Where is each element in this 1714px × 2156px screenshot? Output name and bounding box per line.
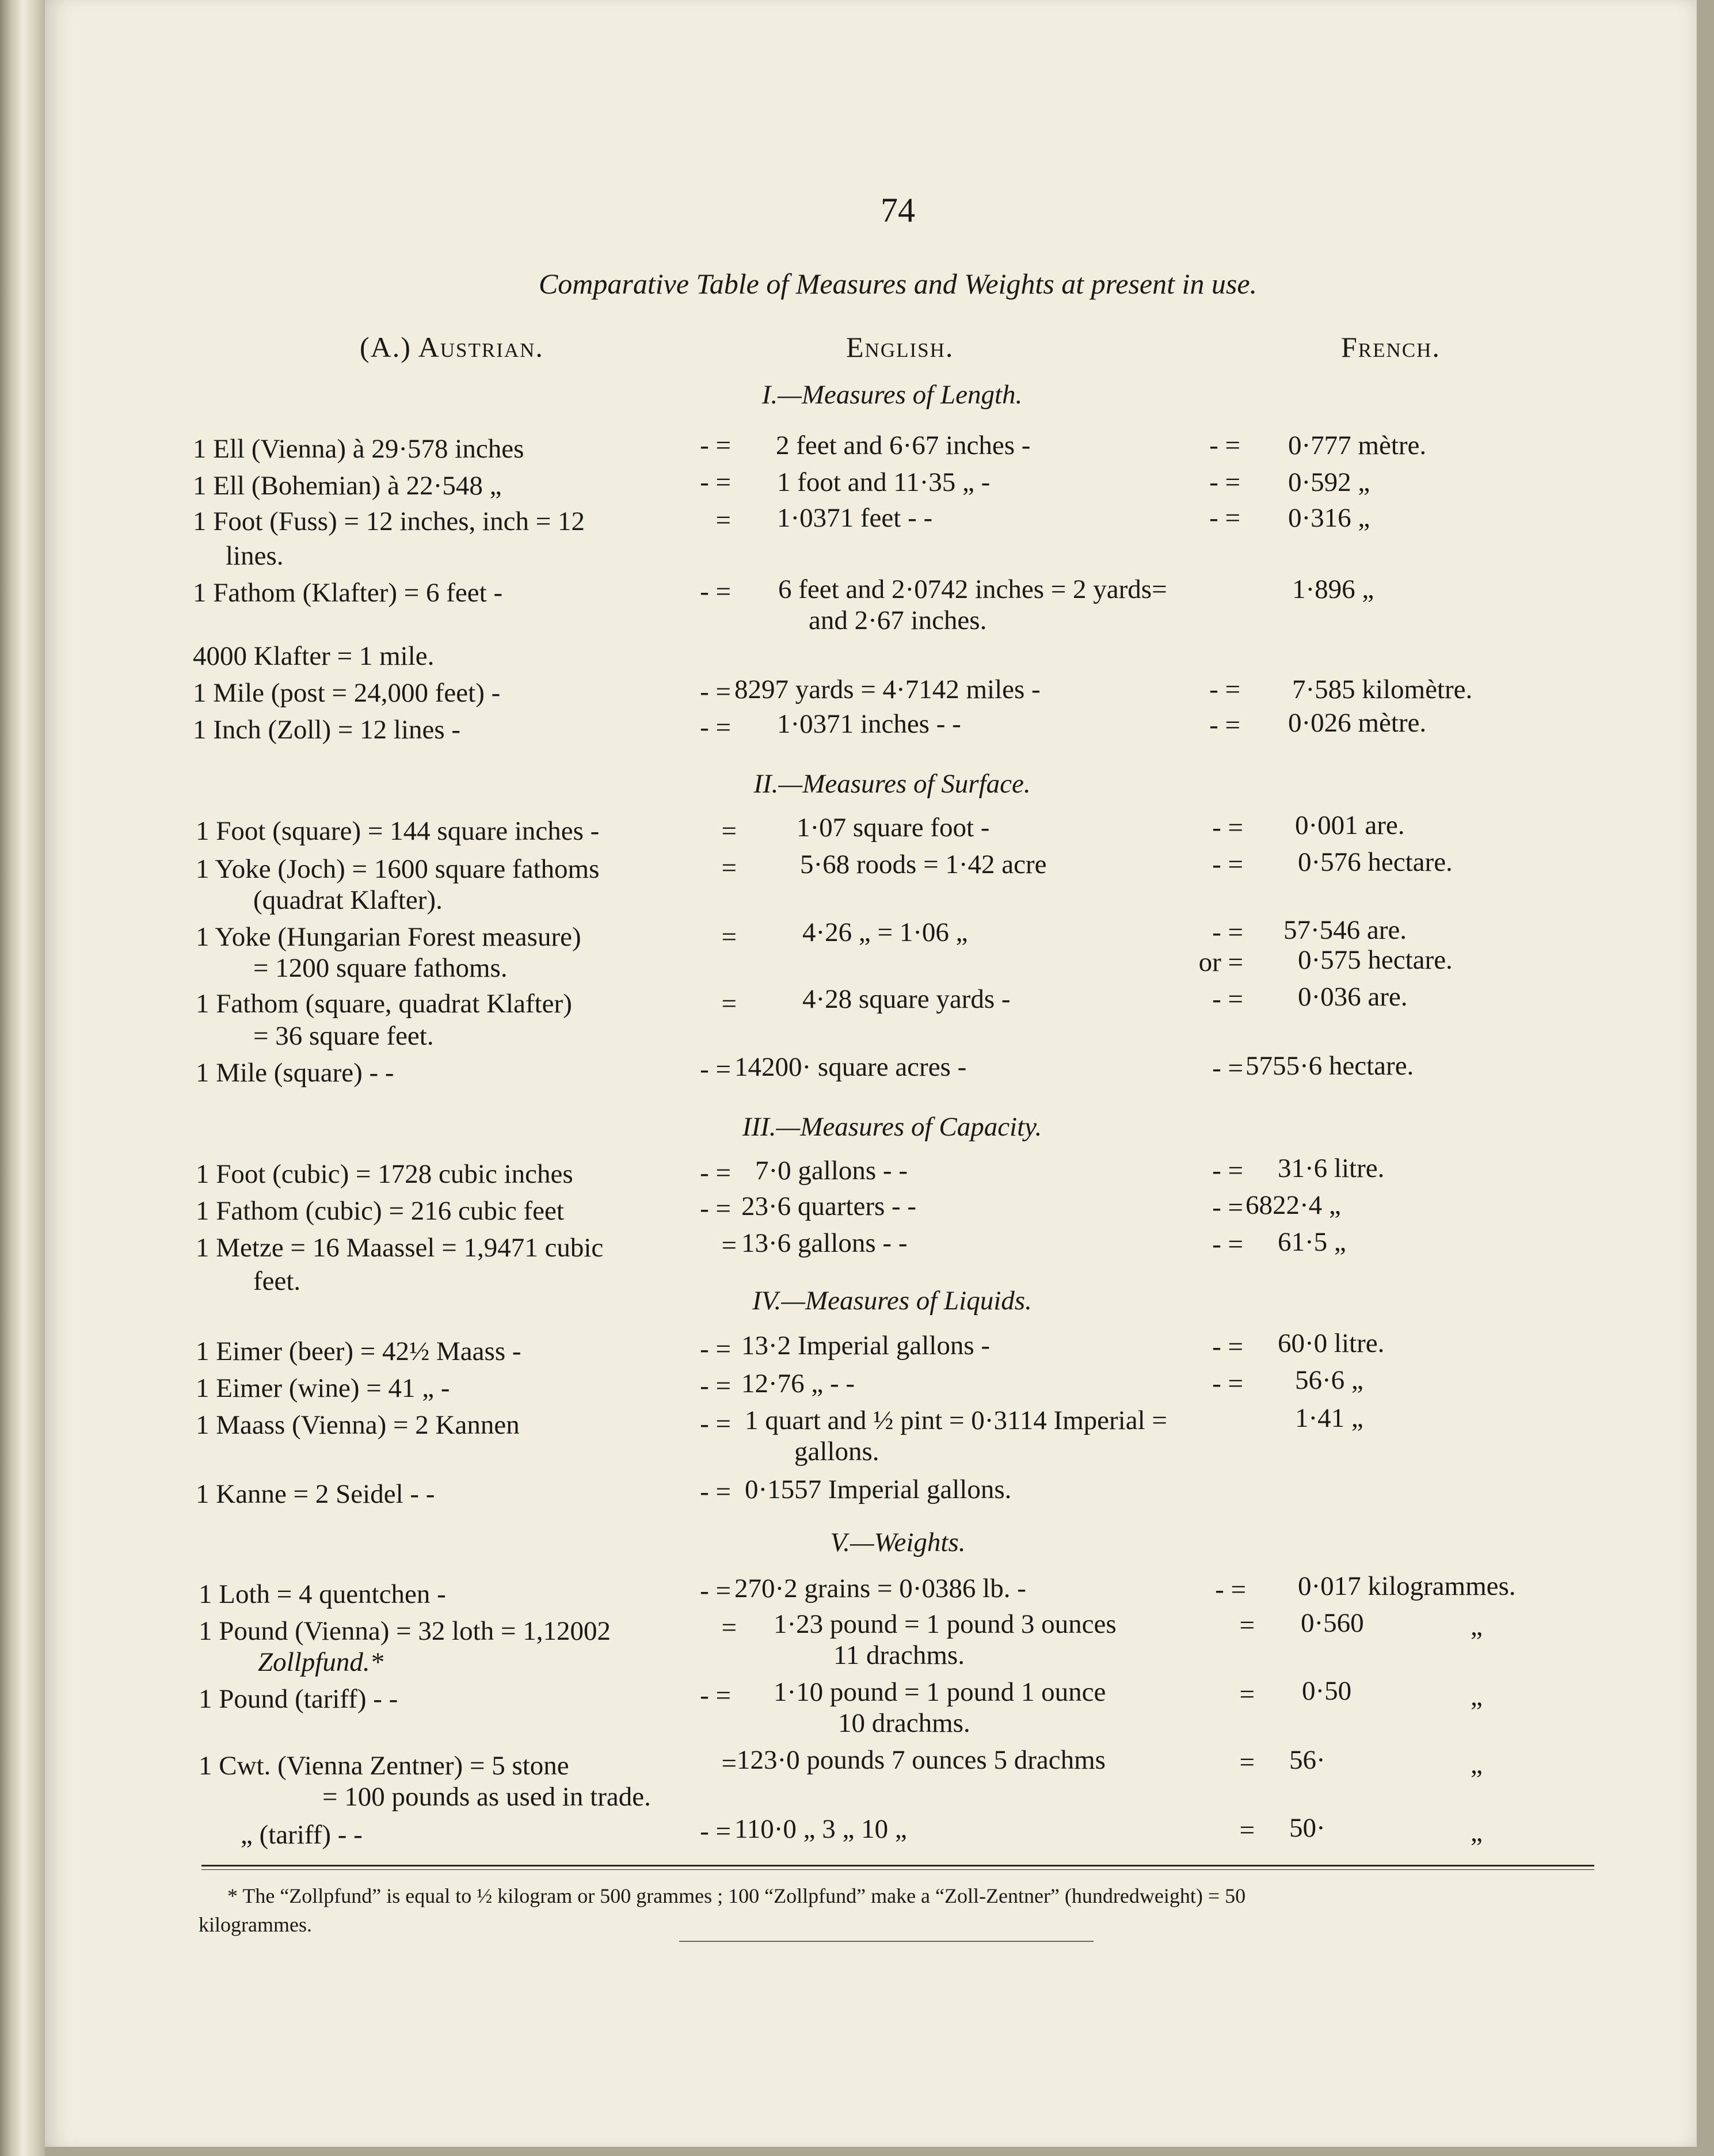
- equals-sign: - =: [1212, 850, 1243, 879]
- french-cell: 60·0 litre.: [1278, 1328, 1385, 1358]
- equals-sign: =: [1239, 1815, 1255, 1845]
- austrian-cell-continuation: lines.: [226, 541, 284, 571]
- page-title: Comparative Table of Measures and Weights at present in use.: [538, 268, 1258, 300]
- austrian-cell: 4000 Klafter = 1 mile.: [193, 641, 435, 671]
- french-cell: 50·: [1289, 1813, 1326, 1843]
- austrian-cell: 1 Inch (Zoll) = 12 lines -: [193, 715, 461, 745]
- austrian-cell: 1 Foot (cubic) = 1728 cubic inches: [196, 1159, 573, 1189]
- french-cell: 0·576 hectare.: [1298, 847, 1453, 877]
- equals-sign: =: [721, 922, 737, 952]
- austrian-cell: 1 Ell (Bohemian) à 22·548 „: [193, 471, 502, 501]
- book-spine: [0, 0, 45, 2156]
- english-cell: 7·0 gallons - -: [755, 1156, 908, 1186]
- equals-sign: - =: [1209, 675, 1240, 704]
- equals-sign: - =: [700, 677, 731, 707]
- section-heading-capacity: III.—Measures of Capacity.: [742, 1112, 1042, 1142]
- ditto-mark: „: [1471, 1612, 1483, 1641]
- french-cell: 6822·4 „: [1245, 1190, 1341, 1220]
- french-cell: 0·001 are.: [1295, 810, 1405, 840]
- equals-sign: - =: [700, 431, 731, 460]
- equals-sign: =: [721, 989, 737, 1019]
- ditto-mark: „: [1471, 1682, 1483, 1712]
- english-cell-continuation: and 2·67 inches.: [809, 605, 987, 635]
- equals-sign: - =: [1209, 503, 1240, 533]
- equals-sign: =: [1239, 1679, 1255, 1709]
- english-cell: 8297 yards = 4·7142 miles -: [734, 675, 1041, 704]
- ditto-mark: „: [1471, 1750, 1483, 1780]
- english-cell-continuation: 10 drachms.: [838, 1708, 970, 1738]
- austrian-cell-continuation: = 1200 square fathoms.: [253, 953, 508, 983]
- equals-sign: - =: [1212, 1332, 1243, 1362]
- french-cell: 0·777 mètre.: [1288, 431, 1427, 460]
- english-cell: 1·07 square foot -: [797, 813, 990, 843]
- french-cell: 0·026 mètre.: [1288, 708, 1427, 738]
- equals-sign: =: [721, 1231, 737, 1260]
- equals-sign: - =: [700, 1576, 731, 1606]
- austrian-cell: 1 Metze = 16 Maassel = 1,9471 cubic: [196, 1233, 604, 1263]
- english-cell: 4·28 square yards -: [802, 984, 1011, 1014]
- equals-sign: - =: [1212, 1053, 1243, 1083]
- equals-sign: - =: [1212, 984, 1243, 1014]
- austrian-cell: 1 Pound (tariff) - -: [199, 1684, 398, 1714]
- french-cell: 0·316 „: [1288, 503, 1370, 533]
- austrian-cell: „ (tariff) - -: [241, 1820, 363, 1850]
- equals-sign: - =: [1212, 1193, 1243, 1222]
- english-cell: 4·26 „ = 1·06 „: [802, 917, 968, 947]
- austrian-cell: 1 Pound (Vienna) = 32 loth = 1,12002: [199, 1616, 611, 1646]
- austrian-cell: 1 Eimer (wine) = 41 „ -: [196, 1373, 450, 1403]
- french-cell: 5755·6 hectare.: [1245, 1051, 1414, 1081]
- equals-sign: - =: [700, 1334, 731, 1364]
- english-cell: 2 feet and 6·67 inches -: [776, 431, 1031, 460]
- equals-sign: =: [1239, 1747, 1255, 1777]
- austrian-cell: 1 Kanne = 2 Seidel - -: [196, 1479, 435, 1509]
- english-cell: 14200· square acres -: [734, 1052, 967, 1082]
- french-cell: 0·50: [1302, 1676, 1352, 1706]
- equals-sign: - =: [700, 1409, 731, 1439]
- austrian-cell-continuation: Zollpfund.*: [258, 1647, 384, 1677]
- equals-sign: - =: [1215, 1575, 1246, 1605]
- english-cell: 110·0 „ 3 „ 10 „: [734, 1814, 907, 1844]
- french-cell: 56·: [1289, 1745, 1326, 1775]
- column-header-french: French.: [1341, 331, 1441, 363]
- english-cell: 12·76 „ - -: [741, 1369, 855, 1399]
- austrian-cell: 1 Fathom (Klafter) = 6 feet -: [193, 578, 503, 608]
- english-cell: 6 feet and 2·0742 inches = 2 yards=: [778, 574, 1167, 604]
- equals-sign: - =: [700, 1681, 731, 1711]
- equals-sign: - =: [700, 467, 731, 497]
- equals-sign: =: [721, 1613, 737, 1643]
- english-cell: 13·6 gallons - -: [741, 1228, 908, 1258]
- footnote-rule-thin: [201, 1869, 1594, 1870]
- austrian-cell: 1 Mile (post = 24,000 feet) -: [193, 678, 501, 708]
- section-heading-weights: V.—Weights.: [830, 1528, 966, 1557]
- equals-sign: - =: [1212, 813, 1243, 843]
- equals-sign: =: [715, 505, 731, 535]
- austrian-cell-continuation: (quadrat Klafter).: [253, 885, 443, 915]
- english-cell: 1 foot and 11·35 „ -: [777, 467, 991, 497]
- equals-sign: =: [721, 853, 737, 883]
- austrian-cell: 1 Foot (Fuss) = 12 inches, inch = 12: [193, 506, 585, 536]
- equals-sign: - =: [1212, 917, 1243, 947]
- austrian-cell: 1 Eimer (beer) = 42½ Maass -: [196, 1336, 521, 1366]
- footnote-line-1: * The “Zollpfund” is equal to ½ kilogram or 500 grammes ; 100 “Zollpfund” make a “Zoll-Zentner” (hundredweight) = 50: [227, 1884, 1246, 1907]
- equals-sign: - =: [1209, 710, 1240, 740]
- equals-sign: =: [721, 1749, 737, 1778]
- equals-sign: - =: [700, 577, 731, 607]
- english-cell: 5·68 roods = 1·42 acre: [800, 850, 1047, 879]
- english-cell: 0·1557 Imperial gallons.: [745, 1475, 1012, 1504]
- column-header-english: English.: [846, 331, 954, 363]
- english-cell: 123·0 pounds 7 ounces 5 drachms: [737, 1745, 1106, 1775]
- french-cell: 61·5 „: [1278, 1227, 1346, 1257]
- section-heading-surface: II.—Measures of Surface.: [753, 769, 1031, 799]
- equals-sign: =: [721, 816, 737, 846]
- english-cell: 1·0371 inches - -: [777, 709, 961, 739]
- austrian-cell: 1 Yoke (Joch) = 1600 square fathoms: [196, 854, 600, 884]
- section-heading-length: I.—Measures of Length.: [761, 380, 1023, 410]
- english-cell: 270·2 grains = 0·0386 lb. -: [734, 1574, 1026, 1603]
- english-cell: 13·2 Imperial gallons -: [741, 1331, 991, 1361]
- footnote-line-2: kilogrammes.: [199, 1913, 312, 1936]
- austrian-cell: 1 Cwt. (Vienna Zentner) = 5 stone: [199, 1751, 569, 1781]
- ditto-mark: „: [1471, 1818, 1483, 1848]
- equals-sign: - =: [1209, 431, 1240, 460]
- closing-rule: [679, 1941, 1094, 1942]
- english-cell: 23·6 quarters - -: [741, 1191, 917, 1221]
- austrian-cell: 1 Fathom (square, quadrat Klafter): [196, 989, 572, 1019]
- equals-sign: - =: [1209, 467, 1240, 497]
- austrian-cell-continuation: = 100 pounds as used in trade.: [322, 1782, 651, 1812]
- french-cell: 0·592 „: [1288, 467, 1370, 497]
- french-cell: 57·546 are.: [1283, 915, 1407, 945]
- french-cell: 1·41 „: [1295, 1403, 1363, 1433]
- equals-sign: - =: [700, 1477, 731, 1507]
- equals-sign: - =: [700, 1194, 731, 1224]
- equals-sign: - =: [700, 1371, 731, 1401]
- austrian-cell: 1 Foot (square) = 144 square inches -: [196, 816, 600, 846]
- column-header-austrian: (A.) Austrian.: [360, 331, 544, 363]
- french-cell: 0·575 hectare.: [1298, 945, 1453, 975]
- english-cell: 1·23 pound = 1 pound 3 ounces: [774, 1609, 1117, 1639]
- english-cell: 1·0371 feet - -: [777, 503, 933, 533]
- austrian-cell: 1 Maass (Vienna) = 2 Kannen: [196, 1410, 520, 1440]
- austrian-cell: 1 Yoke (Hungarian Forest measure): [196, 922, 581, 952]
- section-heading-liquids: IV.—Measures of Liquids.: [752, 1286, 1032, 1316]
- french-cell: 1·896 „: [1292, 574, 1374, 604]
- equals-sign: - =: [1212, 1369, 1243, 1399]
- austrian-cell: 1 Ell (Vienna) à 29·578 inches: [193, 434, 524, 464]
- french-cell: 0·036 are.: [1298, 982, 1408, 1012]
- french-cell: 7·585 kilomètre.: [1292, 675, 1473, 704]
- equals-sign: - =: [700, 1054, 731, 1084]
- french-cell: 0·017 kilogrammes.: [1298, 1571, 1516, 1601]
- english-cell: 1 quart and ½ pint = 0·3114 Imperial =: [745, 1405, 1167, 1435]
- english-cell-continuation: 11 drachms.: [833, 1640, 965, 1670]
- french-cell: 56·6 „: [1295, 1365, 1363, 1395]
- austrian-cell-continuation: = 36 square feet.: [253, 1021, 434, 1051]
- equals-sign: - =: [1212, 1229, 1243, 1259]
- french-cell: 31·6 litre.: [1278, 1153, 1385, 1183]
- english-cell-continuation: gallons.: [794, 1437, 879, 1466]
- austrian-cell: 1 Loth = 4 quentchen -: [199, 1579, 446, 1609]
- equals-sign: - =: [700, 1816, 731, 1846]
- equals-sign: =: [1239, 1610, 1255, 1640]
- english-cell: 1·10 pound = 1 pound 1 ounce: [774, 1677, 1106, 1707]
- page-number: 74: [881, 191, 915, 229]
- equals-sign: - =: [1212, 1156, 1243, 1186]
- equals-sign: - =: [700, 713, 731, 742]
- french-cell: 0·560: [1301, 1608, 1364, 1638]
- austrian-cell-continuation: feet.: [253, 1266, 301, 1296]
- austrian-cell: 1 Mile (square) - -: [196, 1058, 394, 1088]
- equals-sign: - =: [700, 1158, 731, 1188]
- austrian-cell: 1 Fathom (cubic) = 216 cubic feet: [196, 1196, 564, 1226]
- footnote-rule: [201, 1865, 1594, 1866]
- equals-sign: or =: [1198, 947, 1243, 977]
